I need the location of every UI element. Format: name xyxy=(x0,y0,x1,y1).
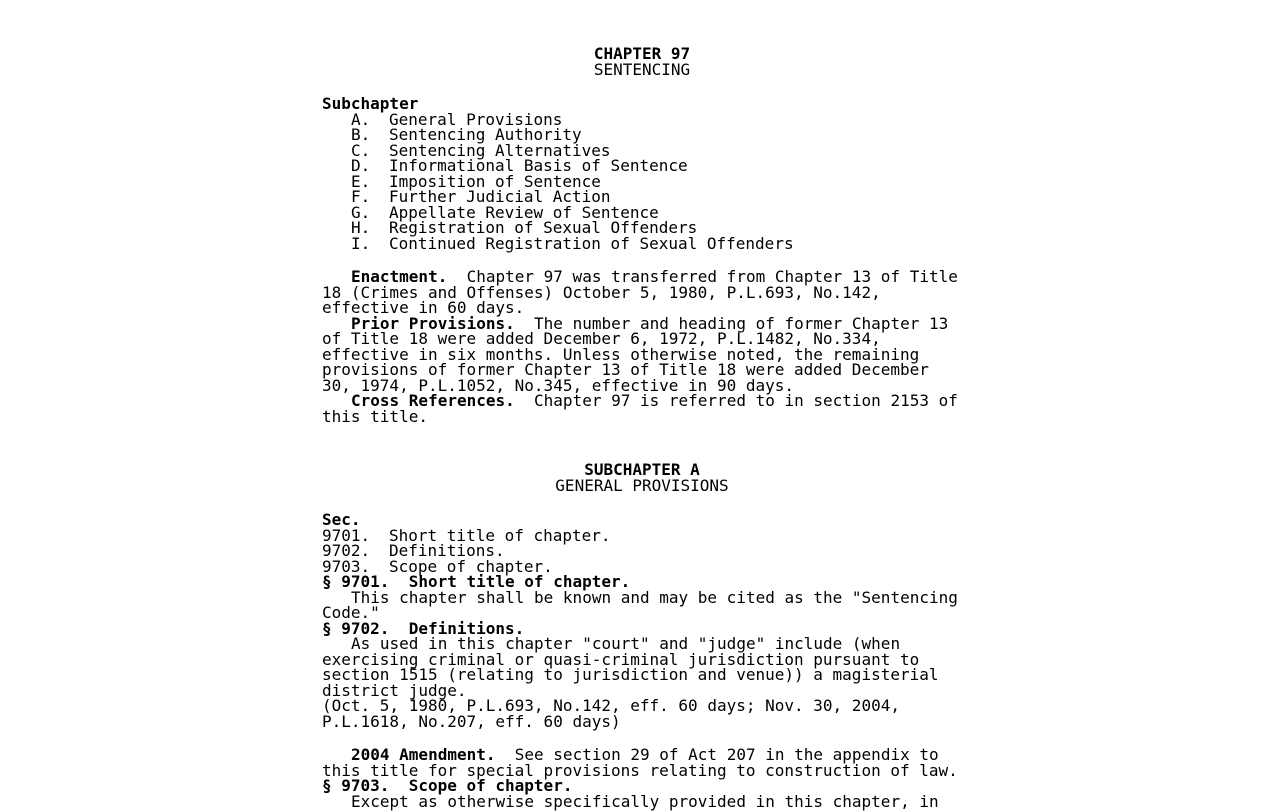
prior-provisions-text-line: effective in six months. Unless otherwise noted, the remaining xyxy=(322,344,920,364)
subchapter-item-e: E. Imposition of Sentence xyxy=(351,171,601,191)
section-9702-history-line: P.L.1618, No.207, eff. 60 days) xyxy=(322,711,621,731)
enactment-text-line: Chapter 97 was transferred from Chapter 13 of Title xyxy=(447,267,958,286)
section-9701-text-line: Code." xyxy=(322,603,380,622)
subchapter-label: Subchapter xyxy=(322,94,419,113)
amendment-2004-label: 2004 Amendment. xyxy=(351,745,496,764)
prior-provisions-text-line: 30, 1974, P.L.1052, No.345, effective in 90 days. xyxy=(322,375,795,395)
enactment-text-line: 18 (Crimes and Offenses) October 5, 1980, P.L.693, No.142, xyxy=(322,282,881,302)
section-9701-text-line: This chapter shall be known and may be cited as the "Sentencing xyxy=(351,587,958,607)
section-9701-heading: § 9701. Short title of chapter. xyxy=(322,572,631,591)
section-9702-text-line: exercising criminal or quasi-criminal jurisdiction pursuant to xyxy=(322,649,920,669)
section-9702-text-line: section 1515 (relating to jurisdiction and venue)) a magisterial xyxy=(322,665,939,684)
subchapter-item-h: H. Registration of Sexual Offenders xyxy=(351,218,698,237)
amendment-2004-text-line: this title for special provisions relating to construction of law. xyxy=(322,760,958,780)
subchapter-item-b: B. Sentencing Authority xyxy=(351,125,582,144)
section-list xyxy=(322,525,962,576)
prior-provisions-note xyxy=(322,313,962,395)
cross-references-note xyxy=(322,393,962,424)
prior-provisions-text-line: provisions of former Chapter 13 of Title 18 were added December xyxy=(322,360,929,379)
chapter-heading: CHAPTER 97 xyxy=(593,44,691,63)
enactment-note xyxy=(322,269,962,316)
subchapter-item-g: G. Appellate Review of Sentence xyxy=(351,202,659,222)
cross-references-text-line: this title. xyxy=(322,406,428,426)
prior-provisions-text-line: of Title 18 were added December 6, 1972, P.L.1482, No.334, xyxy=(322,329,881,348)
subchapter-item-i: I. Continued Registration of Sexual Offenders xyxy=(351,233,794,253)
cross-references-text-line: Chapter 97 is referred to in section 2153 of xyxy=(514,391,958,410)
subchapter-a-title: GENERAL PROVISIONS xyxy=(555,475,729,495)
section-9702-text-line: district judge. xyxy=(322,680,467,700)
cross-references-label: Cross References. xyxy=(351,391,515,410)
subchapter-item-c: C. Sentencing Alternatives xyxy=(351,140,611,160)
sec-label: Sec. xyxy=(322,510,361,529)
subchapter-item-f: F. Further Judicial Action xyxy=(351,187,611,206)
prior-provisions-text-line: The number and heading of former Chapter 13 xyxy=(514,313,949,333)
amendment-2004-text-line: See section 29 of Act 207 in the appendix to xyxy=(495,745,939,764)
subchapter-item-d: D. Informational Basis of Sentence xyxy=(351,156,688,175)
subchapter-item-a: A. General Provisions xyxy=(351,109,563,129)
section-list-item: 9702. Definitions. xyxy=(322,541,505,560)
enactment-label: Enactment. xyxy=(351,267,448,286)
section-9702-text-line: As used in this chapter "court" and "judge" include (when xyxy=(351,634,901,653)
document-body xyxy=(322,46,962,809)
section-9702-history-line: (Oct. 5, 1980, P.L.693, No.142, eff. 60 days; Nov. 30, 2004, xyxy=(322,696,900,715)
section-list-item: 9703. Scope of chapter. xyxy=(322,556,553,576)
enactment-text-line: effective in 60 days. xyxy=(322,298,525,317)
subchapter-a-heading: SUBCHAPTER A xyxy=(584,460,700,479)
amendment-2004-note xyxy=(322,747,962,778)
section-9703-text-line: Except as otherwise specifically provided in this chapter, in xyxy=(351,791,939,811)
subchapter-list xyxy=(322,109,962,253)
prior-provisions-label: Prior Provisions. xyxy=(351,313,515,333)
section-list-item: 9701. Short title of chapter. xyxy=(322,525,611,545)
section-9702-heading: § 9702. Definitions. xyxy=(322,618,525,638)
chapter-title: SENTENCING xyxy=(593,59,691,79)
section-9703-heading: § 9703. Scope of chapter. xyxy=(322,776,573,795)
